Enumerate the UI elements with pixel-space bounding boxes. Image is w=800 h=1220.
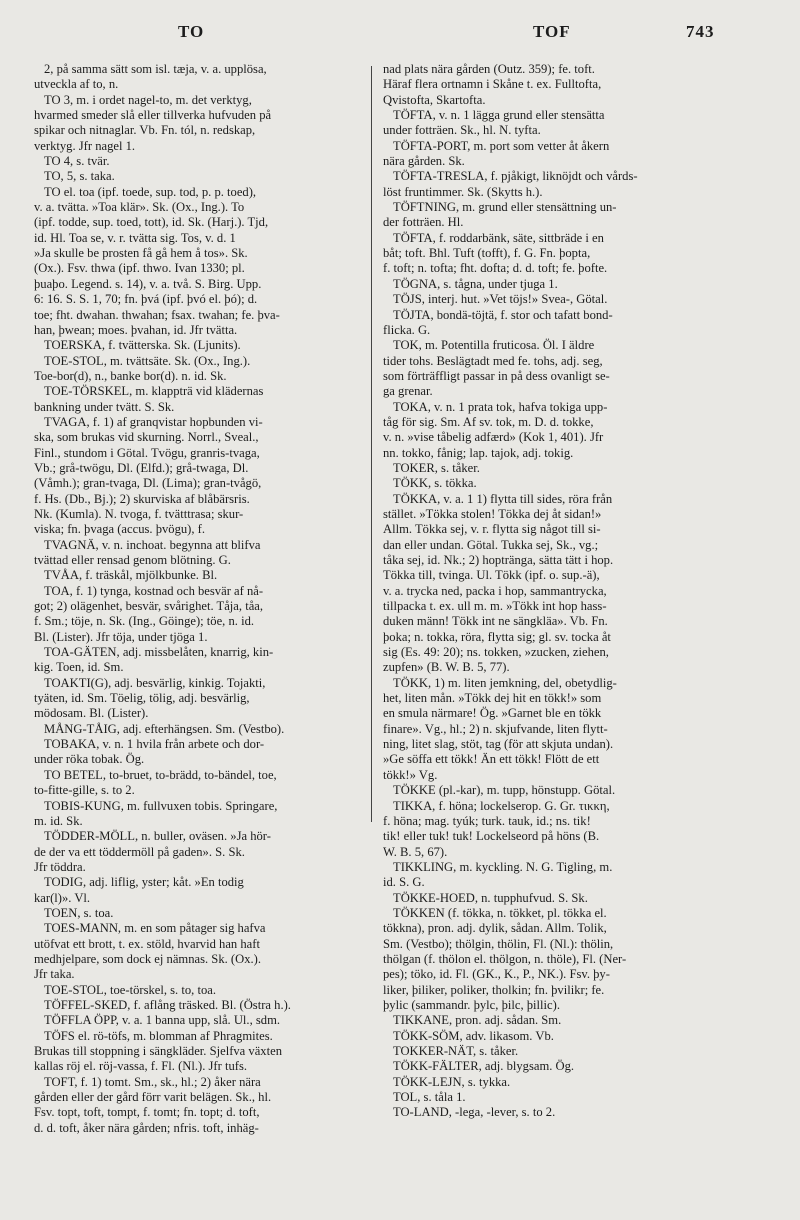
text-line: löst fruntimmer. Sk. (Skytts h.). bbox=[383, 184, 543, 199]
text-line: Nk. (Kumla). N. tvoga, f. tvätttrasa; skur- bbox=[34, 506, 244, 521]
text-line: TÖKK, s. tökka. bbox=[393, 476, 477, 491]
text-line: Toe-bor(d), n., banke bor(d). n. id. Sk. bbox=[34, 368, 227, 383]
text-line: spikar och nitnaglar. Vb. Fn. tól, n. redskap, bbox=[34, 123, 256, 138]
text-line: Jfr töddra. bbox=[34, 859, 86, 874]
text-line: Vb.; grå-twögu, Dl. (Elfd.); grå-twaga, Dl. bbox=[34, 460, 249, 475]
text-line: TÖKKE (pl.-kar), m. tupp, hönstupp. Götal. bbox=[393, 783, 616, 798]
text-line: TO 4, s. tvär. bbox=[44, 154, 110, 169]
text-line: duken männ! Tökk int ne sängkläa». Vb. Fn. bbox=[383, 614, 608, 629]
text-line: TÖFFEL-SKED, f. aflång träsked. Bl. (Östra h.). bbox=[44, 997, 291, 1012]
text-line: dan eller undan. Götal. Tukka sej, Sk., vg.; bbox=[383, 537, 599, 552]
text-line: f. Hs. (Db., Bj.); 2) skurviska af blåbärsris. bbox=[34, 491, 250, 506]
text-line: der fotträen. Hl. bbox=[383, 215, 464, 230]
text-line: TOBIS-KUNG, m. fullvuxen tobis. Springare, bbox=[44, 798, 278, 813]
text-line: Allm. Tökka sej, v. r. flytta sig något till si- bbox=[383, 522, 601, 537]
text-line: TOE-STOL, m. tvättsäte. Sk. (Ox., Ing.). bbox=[44, 353, 251, 368]
text-line: TIKKLING, m. kyckling. N. G. Tigling, m. bbox=[393, 859, 613, 874]
text-line: kallas röj el. röj-vassa, f. Fl. (Nl.). Jfr tufs. bbox=[34, 1059, 247, 1074]
text-line: TODIG, adj. liflig, yster; kåt. »En todig bbox=[44, 875, 244, 890]
text-line: tyäten, id. Sm. Töelig, tölig, adj. besvärlig, bbox=[34, 691, 250, 706]
text-line: TVAGA, f. 1) af granqvistar hopbunden vi- bbox=[44, 414, 263, 429]
text-line: tökkna), pron. adj. dylik, sådan. Allm. Tolik, bbox=[383, 921, 607, 936]
text-line: (Ox.). Fsv. thwa (ipf. thwo. Ivan 1330; pl. bbox=[34, 261, 245, 276]
text-line: v. n. »vise tåbelig adfærd» (Kok 1, 401). Jfr bbox=[383, 430, 604, 445]
text-line: »Ge söffa ett tökk! Än ett tökk! Flött de ett bbox=[383, 752, 600, 767]
text-line: þuaþo. Legend. s. 14), v. a. två. S. Birg. Upp. bbox=[34, 276, 262, 291]
text-line: þoka; n. tokka, röra, flytta sig; gl. sv. tocka åt bbox=[383, 629, 611, 644]
text-line: TOFT, f. 1) tomt. Sm., sk., hl.; 2) åker nära bbox=[44, 1074, 261, 1089]
text-line: to-fitte-gille, s. to 2. bbox=[34, 783, 135, 798]
right-column bbox=[383, 62, 715, 1121]
text-line: TOA, f. 1) tynga, kostnad och besvär af nå- bbox=[44, 583, 264, 598]
text-line: tillpacka t. ex. ull m. m. »Tökk int hop hass- bbox=[383, 599, 607, 614]
text-line: tåka sej, id. Nk.; 2) hoptränga, sätta tätt i hop. bbox=[383, 553, 614, 567]
text-line: ga grenar. bbox=[383, 384, 433, 399]
text-line: TIKKA, f. höna; lockelserop. G. Gr. τικκη, bbox=[393, 798, 610, 813]
text-line: TÖFTA, v. n. 1 lägga grund eller stensätta bbox=[393, 108, 605, 123]
text-line: TÖKK-SÖM, adv. likasom. Vb. bbox=[393, 1028, 554, 1043]
text-line: under röka tobak. Ög. bbox=[34, 752, 145, 767]
text-line: TIKKANE, pron. adj. sådan. Sm. bbox=[393, 1013, 562, 1028]
text-line: d. d. toft, åker nära gården; nfris. toft, inhäg- bbox=[34, 1120, 259, 1135]
text-line: bankning under tvätt. S. Sk. bbox=[34, 399, 175, 414]
text-line: tökk!» Vg. bbox=[383, 767, 438, 782]
text-line: under fotträen. Sk., hl. N. tyfta. bbox=[383, 123, 541, 138]
text-line: som förträffligt passar in på dess ovanligt se- bbox=[383, 368, 610, 383]
text-line: Bl. (Lister). Jfr töja, under tjöga 1. bbox=[34, 629, 208, 644]
text-line: TOAKTI(G), adj. besvärlig, kinkig. Tojakti, bbox=[44, 675, 266, 690]
text-line: 2, på samma sätt som isl. tæja, v. a. upplösa, bbox=[44, 62, 267, 76]
text-line: TOA-GÄTEN, adj. missbelåten, knarrig, kin- bbox=[44, 645, 274, 660]
running-head-first-word: TO bbox=[178, 22, 205, 41]
text-line: nad plats nära gården (Outz. 359); fe. toft. bbox=[383, 62, 595, 76]
text-line: en smula närmare! Ög. »Garnet ble en tökk bbox=[383, 706, 602, 721]
text-line: het, liten mån. »Tökk dej hit en tökk!» som bbox=[383, 691, 602, 706]
text-line: tåg för sig. Sm. Af sv. tok, m. D. d. tokke, bbox=[383, 414, 594, 429]
text-line: TVAGNÄ, v. n. inchoat. begynna att blifva bbox=[44, 537, 261, 552]
text-line: Brukas till stoppning i sängkläder. Sjelfva växten bbox=[34, 1044, 282, 1058]
text-line: TÖKKE-HOED, n. tupphufvud. S. Sk. bbox=[393, 890, 588, 905]
text-line: toe; fht. dwahan. thwahan; fsax. twahan; fe. þva- bbox=[34, 307, 280, 322]
text-line: stället. »Tökka stolen! Tökka dej åt sidan!» bbox=[383, 506, 602, 521]
text-line: TÖJTA, bondä-töjtä, f. stor och tafatt bond- bbox=[393, 307, 613, 322]
text-line: TOE-STOL, toe-törskel, s. to, toa. bbox=[44, 982, 216, 997]
text-line: (Våmh.); gran-tvaga, Dl. (Lima); gran-tvågö, bbox=[34, 476, 262, 491]
text-line: W. B. 5, 67). bbox=[383, 844, 448, 859]
text-line: Qvistofta, Skartofta. bbox=[383, 92, 486, 107]
running-head-last-word: TOF bbox=[533, 22, 571, 41]
text-line: utöfvat ett brott, t. ex. stöld, hvarvid han haft bbox=[34, 936, 260, 951]
text-line: TÖKK-FÄLTER, adj. blygsam. Ög. bbox=[393, 1059, 575, 1074]
text-line: Tökka till, tvinga. Ul. Tökk (ipf. o. sup.-ä), bbox=[383, 568, 600, 583]
text-line: TOKER, s. tåker. bbox=[393, 460, 480, 475]
page-number: 743 bbox=[686, 22, 715, 41]
text-line: zupfen» (B. W. B. 5, 77). bbox=[383, 660, 510, 675]
text-line: Fsv. topt, toft, tompt, f. tomt; fn. topt; d. toft, bbox=[34, 1105, 260, 1120]
text-line: þylic (sammandr. þylc, þilc, þillic). bbox=[383, 997, 560, 1012]
text-line: TÖFTA-TRESLA, f. pjåkigt, liknöjdt och vårds- bbox=[393, 169, 638, 184]
text-line: Jfr taka. bbox=[34, 967, 75, 982]
text-line: hvarmed smeder slå eller tillverka hufvuden på bbox=[34, 108, 272, 123]
text-line: utveckla af to, n. bbox=[34, 77, 119, 92]
text-line: thölgan (f. thölon el. thölgon, n. thöle), Fl. (Ner- bbox=[383, 951, 627, 966]
text-line: pes); töko, id. Fl. (GK., K., P., NK.). Fsv. þy- bbox=[383, 967, 610, 982]
text-line: medhjelpare, som dock ej nämnas. Sk. (Ox.). bbox=[34, 951, 261, 966]
text-line: TO BETEL, to-bruet, to-brädd, to-bändel, toe, bbox=[44, 767, 277, 782]
text-line: Finl., stundom i Götal. Tvögu, granris-tvaga, bbox=[34, 445, 260, 460]
text-line: TOKA, v. n. 1 prata tok, hafva tokiga upp- bbox=[393, 399, 608, 414]
text-line: mödosam. Bl. (Lister). bbox=[34, 706, 149, 721]
text-line: viska; fn. þvaga (accus. þvögu), f. bbox=[34, 522, 206, 537]
text-line: TOL, s. tåla 1. bbox=[393, 1090, 466, 1105]
text-line: han, þwean; moes. þvahan, id. Jfr tvätta. bbox=[34, 322, 238, 337]
text-line: nn. tokko, fånig; lap. tajok, adj. tokig. bbox=[383, 445, 574, 460]
text-line: TÖGNA, s. tågna, under tjuga 1. bbox=[393, 276, 558, 291]
text-line: TÖKK-LEJN, s. tykka. bbox=[393, 1074, 511, 1089]
text-line: 6: 16. S. S. 1, 70; fn. þvá (ipf. þvó el. þó); d. bbox=[34, 292, 258, 307]
left-column bbox=[34, 62, 360, 1136]
text-line: tvättad eller rensad genom blötning. G. bbox=[34, 553, 231, 567]
text-line: båt; toft. Bhl. Tuft (tofft), f. G. Fn. þopta, bbox=[383, 246, 591, 261]
text-line: TOE-TÖRSKEL, m. klappträ vid klädernas bbox=[44, 384, 264, 399]
text-line: Sm. (Vestbo); thölgin, thölin, Fl. (Nl.): thölin, bbox=[383, 936, 614, 951]
text-line: flicka. G. bbox=[383, 322, 431, 337]
text-line: TÖKK, 1) m. liten jemkning, del, obetydlig- bbox=[393, 675, 617, 690]
text-line: got; 2) olägenhet, besvär, svårighet. Tåja, tåa, bbox=[34, 599, 264, 614]
text-line: de der va ett töddermöll på gaden». S. Sk. bbox=[34, 844, 245, 859]
text-line: id. S. G. bbox=[383, 875, 425, 890]
text-line: sig (Es. 49: 20); ns. tokken, »zucken, ziehen, bbox=[383, 645, 609, 660]
text-line: f. Sm.; töje, n. Sk. (Ing., Göinge); töe, n. id. bbox=[34, 614, 255, 629]
text-line: TOBAKA, v. n. 1 hvila från arbete och dor- bbox=[44, 737, 265, 752]
text-line: TOKKER-NÄT, s. tåker. bbox=[393, 1044, 519, 1058]
text-line: »Ja skulle be prosten få gå hem å tos». Sk. bbox=[34, 246, 248, 261]
text-line: liker, þiliker, poliker, tholkin; fn. þvilikr; fe. bbox=[383, 982, 605, 997]
text-line: tider tohs. Beslägtadt med fe. tohs, adj. seg, bbox=[383, 353, 603, 368]
text-line: nära gården. Sk. bbox=[383, 154, 465, 169]
text-line: TÖFTA, f. roddarbänk, säte, sittbräde i en bbox=[393, 230, 604, 245]
text-line: id. Hl. Toa se, v. r. tvätta sig. Tos, v. d. 1 bbox=[34, 230, 236, 245]
text-line: TÖJS, interj. hut. »Vet töjs!» Svea-, Götal. bbox=[393, 292, 608, 307]
text-line: TÖFFLA ÖPP, v. a. 1 banna upp, slå. Ul., sdm. bbox=[44, 1013, 281, 1028]
text-line: kar(l)». Vl. bbox=[34, 890, 91, 905]
text-line: TÖKKA, v. a. 1 1) flytta till sides, röra från bbox=[393, 491, 613, 506]
text-line: TÖKKEN (f. tökka, n. tökket, pl. tökka el. bbox=[393, 905, 607, 920]
text-line: TÖFTA-PORT, m. port som vetter åt åkern bbox=[393, 138, 610, 153]
text-line: TOEN, s. toa. bbox=[44, 905, 114, 920]
text-line: v. a. tvätta. »Toa klär». Sk. (Ox., Ing.). To bbox=[34, 200, 245, 215]
text-line: kig. Toen, id. Sm. bbox=[34, 660, 124, 675]
text-line: m. id. Sk. bbox=[34, 813, 83, 828]
text-line: TO, 5, s. taka. bbox=[44, 169, 115, 184]
text-line: TO el. toa (ipf. toede, sup. tod, p. p. toed), bbox=[44, 184, 257, 199]
text-line: finare». Vg., hl.; 2) n. skjufvande, liten flytt- bbox=[383, 721, 608, 736]
text-line: f. höna; mag. tyúk; turk. tauk, id.; ns. tik! bbox=[383, 813, 591, 828]
text-line: MÅNG-TÅIG, adj. efterhängsen. Sm. (Vestbo). bbox=[44, 721, 285, 736]
text-line: TÖDDER-MÖLL, n. buller, oväsen. »Ja hör- bbox=[44, 829, 271, 844]
text-line: ska, som brukas vid skurning. Norrl., Sveal., bbox=[34, 430, 259, 445]
text-line: TOES-MANN, m. en som påtager sig hafva bbox=[44, 921, 266, 936]
text-line: (ipf. todde, sup. toed, tott), id. Sk. (Harj.). Tjd, bbox=[34, 215, 269, 230]
text-line: Häraf flera ortnamn i Skåne t. ex. Fulltofta, bbox=[383, 77, 602, 92]
text-line: TÖFS el. rö-töfs, m. blomman af Phragmites. bbox=[44, 1028, 273, 1043]
text-line: gården eller der gård förr varit belägen. Sk., hl. bbox=[34, 1090, 272, 1105]
text-line: f. toft; n. tofta; fht. dofta; d. d. toft; fe. þofte. bbox=[383, 261, 608, 276]
text-line: TVÅA, f. träskål, mjölkbunke. Bl. bbox=[44, 568, 218, 583]
text-line: verktyg. Jfr nagel 1. bbox=[34, 138, 136, 153]
text-line: TOK, m. Potentilla fruticosa. Öl. I äldre bbox=[393, 338, 595, 353]
text-line: ning, litet slag, stöt, tag (för att skjuta undan). bbox=[383, 737, 614, 752]
text-line: TO-LAND, -lega, -lever, s. to 2. bbox=[393, 1105, 556, 1120]
text-line: TÖFTNING, m. grund eller stensättning un- bbox=[393, 200, 617, 215]
text-line: TOERSKA, f. tvätterska. Sk. (Ljunits). bbox=[44, 338, 241, 353]
text-line: tik! eller tuk! tuk! Lockelseord på höns (B. bbox=[383, 829, 600, 844]
text-line: v. a. trycka ned, packa i hop, sammantrycka, bbox=[383, 583, 607, 598]
text-line: TO 3, m. i ordet nagel-to, m. det verktyg, bbox=[44, 92, 252, 107]
column-divider bbox=[371, 66, 372, 822]
